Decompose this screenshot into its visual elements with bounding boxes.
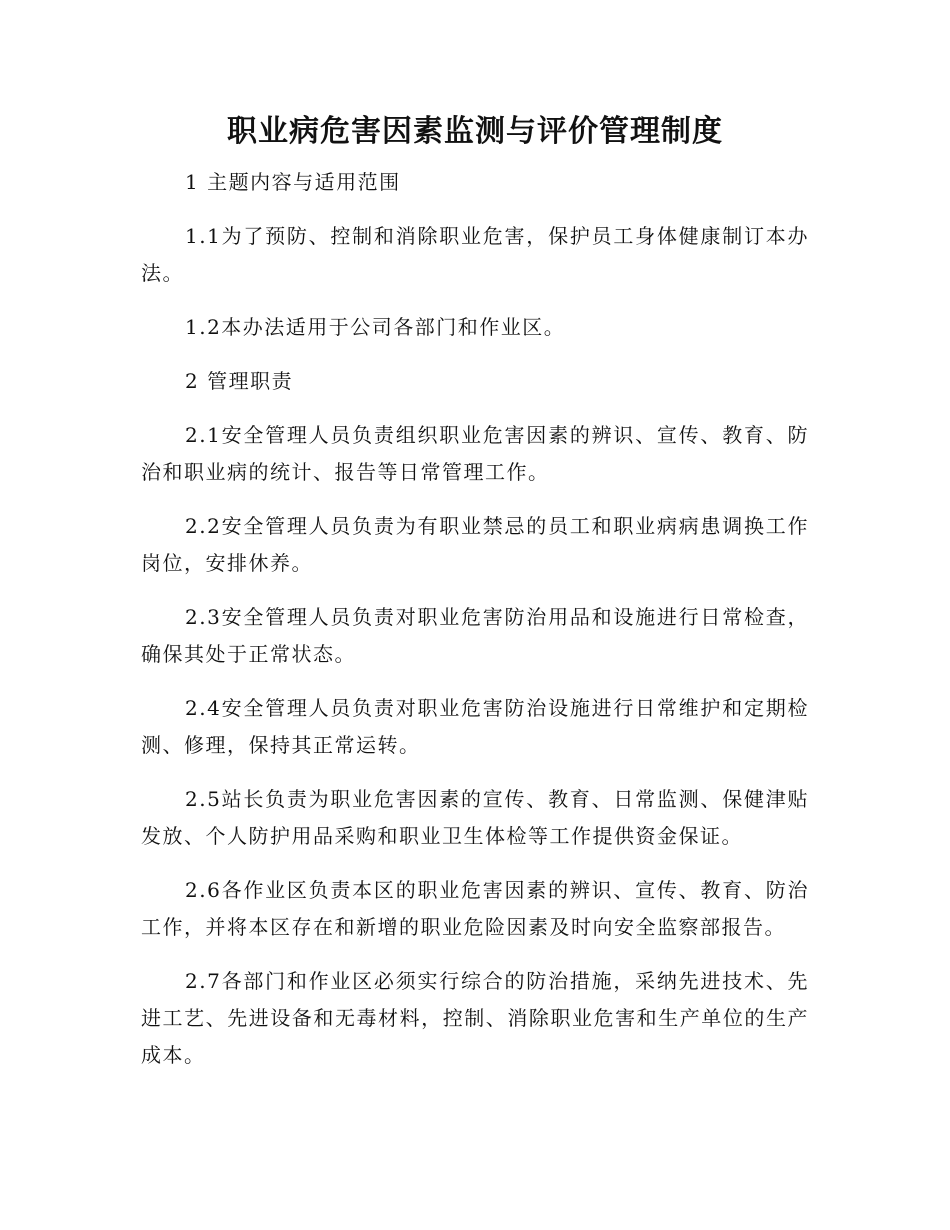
paragraph-2-5: 2.5站长负责为职业危害因素的宣传、教育、日常监测、保健津贴发放、个人防护用品采购和职业卫生体检等工作提供资金保证。 (141, 787, 809, 848)
section-heading-1: 1 主题内容与适用范围 (185, 170, 401, 194)
paragraph-2-1: 2.1安全管理人员负责组织职业危害因素的辨识、宣传、教育、防治和职业病的统计、报告等日常管理工作。 (141, 423, 809, 484)
document-body (141, 164, 809, 1091)
section-heading-2: 2 管理职责 (185, 369, 294, 393)
document-title: 职业病危害因素监测与评价管理制度 (227, 114, 723, 149)
paragraph-2-6: 2.6各作业区负责本区的职业危害因素的辨识、宣传、教育、防治工作，并将本区存在和新增的职业危险因素及时向安全监察部报告。 (141, 878, 809, 939)
paragraph-2-3: 2.3安全管理人员负责对职业危害防治用品和设施进行日常检查，确保其处于正常状态。 (141, 605, 809, 666)
paragraph-1-1: 1.1为了预防、控制和消除职业危害，保护员工身体健康制订本办法。 (141, 224, 809, 285)
paragraph-2-7: 2.7各部门和作业区必须实行综合的防治措施，采纳先进技术、先进工艺、先进设备和无毒材料，控制、消除职业危害和生产单位的生产成本。 (141, 969, 809, 1067)
paragraph-2-2: 2.2安全管理人员负责为有职业禁忌的员工和职业病病患调换工作岗位，安排休养。 (141, 514, 809, 575)
paragraph-2-4: 2.4安全管理人员负责对职业危害防治设施进行日常维护和定期检测、修理，保持其正常运转。 (141, 696, 809, 757)
paragraph-1-2: 1.2本办法适用于公司各部门和作业区。 (185, 315, 566, 339)
